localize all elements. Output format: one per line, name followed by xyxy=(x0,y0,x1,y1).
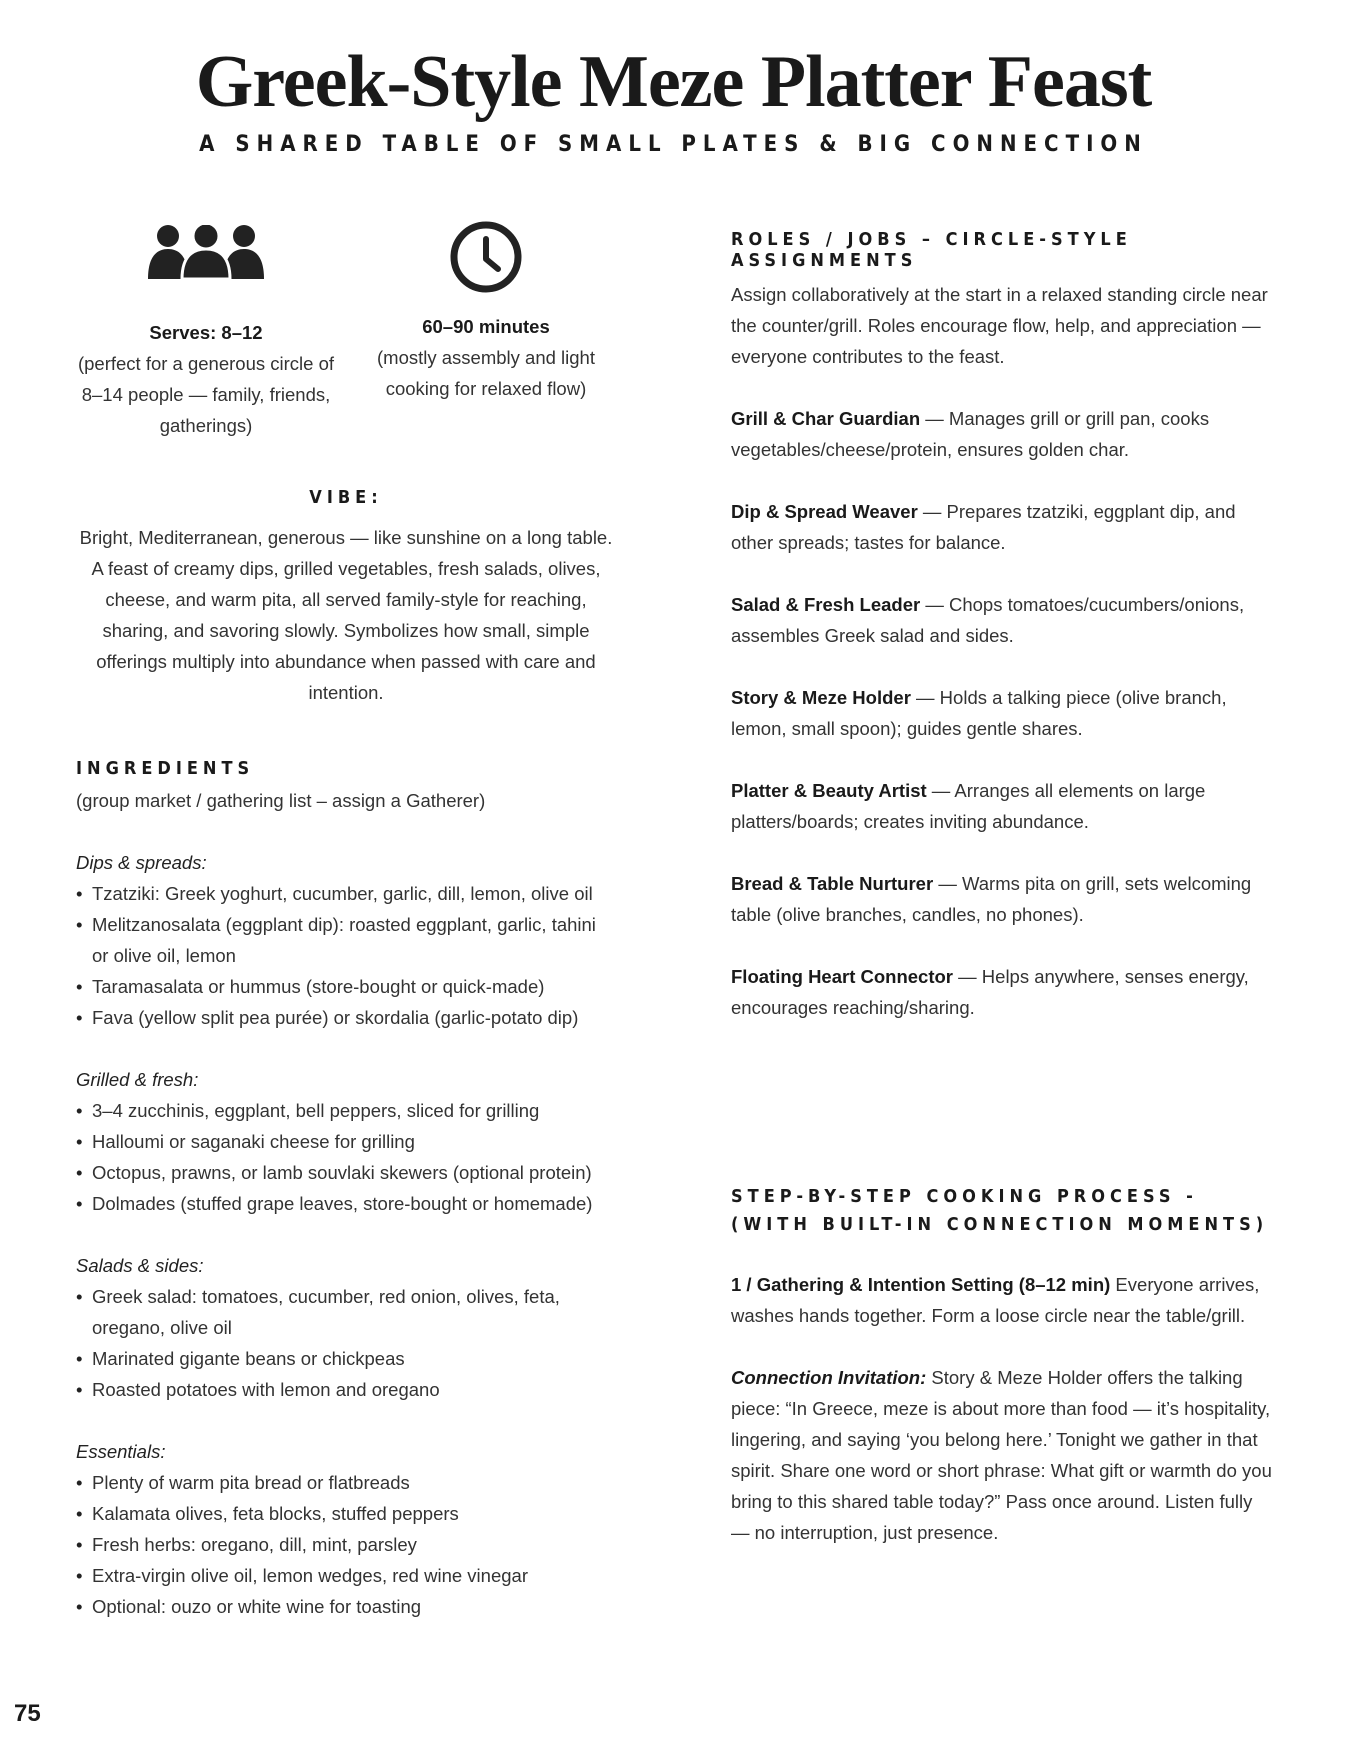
list-item: • Octopus, prawns, or lamb souvlaki skewers (optional protein) xyxy=(76,1157,616,1188)
list-item: • Fresh herbs: oregano, dill, mint, parsley xyxy=(76,1529,616,1560)
group-title: Grilled & fresh: xyxy=(76,1069,199,1090)
list-item: • Fava (yellow split pea purée) or skordalia (garlic-potato dip) xyxy=(76,1002,616,1033)
list-item: • Roasted potatoes with lemon and oregano xyxy=(76,1374,616,1405)
ingredient-list xyxy=(76,1467,616,1622)
ingredient-group-salads xyxy=(76,1250,616,1405)
step-text: Everyone arrives, washes hands together. Form a loose circle near the table/grill. xyxy=(731,1274,1260,1326)
step-item xyxy=(731,1269,1276,1331)
role-item xyxy=(731,961,1276,1023)
vibe-heading: VIBE: xyxy=(309,487,383,508)
clock-icon xyxy=(356,219,616,299)
role-desc: — Chops tomatoes/cucumbers/onions, assembles Greek salad and sides. xyxy=(731,594,1245,646)
serves-stat xyxy=(76,225,336,441)
role-desc: — Manages grill or grill pan, cooks vegetables/cheese/protein, ensures golden char. xyxy=(731,408,1210,460)
steps-section xyxy=(731,1183,1276,1548)
role-item xyxy=(731,403,1276,465)
list-item: • Greek salad: tomatoes, cucumber, red onion, olives, feta, oregano, olive oil xyxy=(76,1281,616,1343)
ingredient-list xyxy=(76,878,616,1033)
steps-heading-line1: STEP-BY-STEP COOKING PROCESS - xyxy=(731,1186,1198,1207)
connection-invitation xyxy=(731,1362,1276,1548)
stats-row xyxy=(76,225,616,455)
serves-detail: (perfect for a generous circle of 8–14 people — family, friends, gatherings) xyxy=(77,353,335,436)
page-number: 75 xyxy=(14,1700,41,1727)
role-item xyxy=(731,868,1276,930)
ingredients-note: (group market / gathering list – assign a Gatherer) xyxy=(76,790,486,811)
role-name: Dip & Spread Weaver xyxy=(731,501,918,522)
group-title: Essentials: xyxy=(76,1441,166,1462)
people-icon xyxy=(76,225,336,305)
role-name: Salad & Fresh Leader xyxy=(731,594,921,615)
list-item: • Dolmades (stuffed grape leaves, store-bought or homemade) xyxy=(76,1188,616,1219)
time-detail: (mostly assembly and light cooking for relaxed flow) xyxy=(377,347,595,399)
role-item xyxy=(731,589,1276,651)
roles-intro: Assign collaboratively at the start in a relaxed standing circle near the counter/grill. Roles encourage flow, help, and appreciation — everyone contributes to the feast. xyxy=(731,284,1268,367)
list-item: • Melitzanosalata (eggplant dip): roasted eggplant, garlic, tahini or olive oil, lemon xyxy=(76,909,616,971)
roles-heading: ROLES / JOBS – CIRCLE-STYLE ASSIGNMENTS xyxy=(731,229,1132,271)
list-item: • Plenty of warm pita bread or flatbreads xyxy=(76,1467,616,1498)
left-column xyxy=(76,225,616,1622)
role-item xyxy=(731,775,1276,837)
connection-text: Story & Meze Holder offers the talking piece: “In Greece, meze is about more than food — it’s hospitality, lingering, and saying ‘you belong here.’ Tonight we gather in that spirit. Share one word or short phrase: What gift or warmth do you bring to this shared table today?” Pass once around. Listen fully — no interruption, just presence. xyxy=(731,1367,1272,1543)
time-label: 60–90 minutes xyxy=(422,316,550,337)
roles-section xyxy=(731,229,1276,1023)
list-item: • Tzatziki: Greek yoghurt, cucumber, garlic, dill, lemon, olive oil xyxy=(76,878,616,909)
list-item: • 3–4 zucchinis, eggplant, bell peppers, sliced for grilling xyxy=(76,1095,616,1126)
role-item xyxy=(731,682,1276,744)
ingredient-group-dips xyxy=(76,847,616,1033)
list-item: • Marinated gigante beans or chickpeas xyxy=(76,1343,616,1374)
vibe-text: Bright, Mediterranean, generous — like sunshine on a long table. A feast of creamy dips, grilled vegetables, fresh salads, olives, cheese, and warm pita, all served family-style for reaching, sharing, and savoring slowly. Symbolizes how small, simple offerings multiply into abundance when passed with care and intention. xyxy=(79,527,613,703)
role-name: Story & Meze Holder xyxy=(731,687,911,708)
role-item xyxy=(731,496,1276,558)
connection-label: Connection Invitation: xyxy=(731,1367,927,1388)
steps-heading-line2: (WITH BUILT-IN CONNECTION MOMENTS) xyxy=(731,1214,1269,1235)
ingredient-group-grilled xyxy=(76,1064,616,1219)
role-desc: — Prepares tzatziki, eggplant dip, and other spreads; tastes for balance. xyxy=(731,501,1236,553)
list-item: • Optional: ouzo or white wine for toasting xyxy=(76,1591,616,1622)
group-title: Salads & sides: xyxy=(76,1255,204,1276)
role-desc: — Holds a talking piece (olive branch, lemon, small spoon); guides gentle shares. xyxy=(731,687,1227,739)
group-title: Dips & spreads: xyxy=(76,852,207,873)
list-item: • Kalamata olives, feta blocks, stuffed peppers xyxy=(76,1498,616,1529)
list-item: • Halloumi or saganaki cheese for grilling xyxy=(76,1126,616,1157)
serves-label: Serves: 8–12 xyxy=(149,322,263,343)
ingredient-list xyxy=(76,1281,616,1405)
time-stat xyxy=(356,225,616,404)
role-desc: — Helps anywhere, senses energy, encourages reaching/sharing. xyxy=(731,966,1249,1018)
role-name: Bread & Table Nurturer xyxy=(731,873,934,894)
list-item: • Extra-virgin olive oil, lemon wedges, red wine vinegar xyxy=(76,1560,616,1591)
ingredient-group-essentials xyxy=(76,1436,616,1622)
ingredients-heading: INGREDIENTS xyxy=(76,758,255,779)
role-name: Floating Heart Connector xyxy=(731,966,954,987)
step-title: 1 / Gathering & Intention Setting (8–12 min) xyxy=(731,1274,1111,1295)
page-title: Greek-Style Meze Platter Feast xyxy=(195,41,1152,123)
list-item: • Taramasalata or hummus (store-bought or quick-made) xyxy=(76,971,616,1002)
role-desc: — Warms pita on grill, sets welcoming table (olive branches, candles, no phones). xyxy=(731,873,1252,925)
role-name: Grill & Char Guardian xyxy=(731,408,921,429)
page-subtitle: A SHARED TABLE OF SMALL PLATES & BIG CONNECTION xyxy=(199,132,1148,157)
role-name: Platter & Beauty Artist xyxy=(731,780,927,801)
ingredient-list xyxy=(76,1095,616,1219)
role-desc: — Arranges all elements on large platters/boards; creates inviting abundance. xyxy=(731,780,1206,832)
